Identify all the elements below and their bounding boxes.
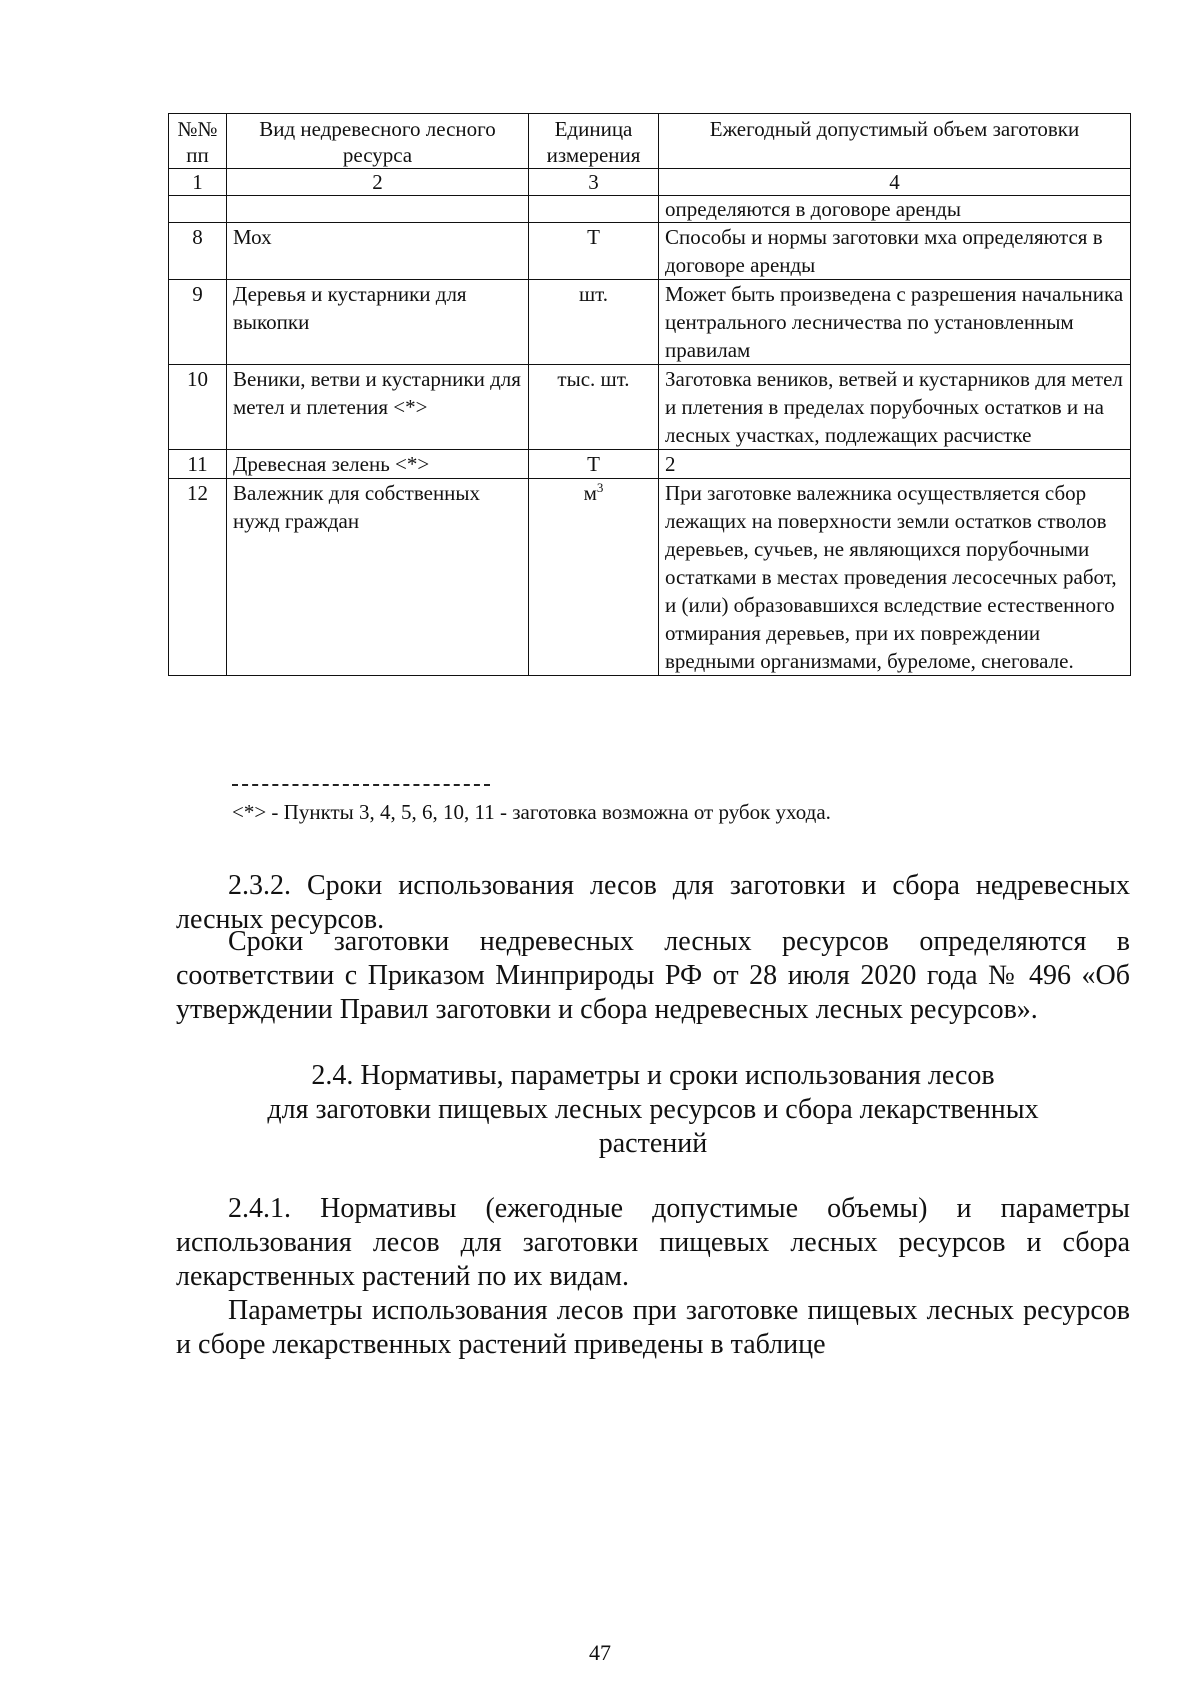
heading-line: 2.4. Нормативы, параметры и сроки использования лесов (311, 1060, 995, 1091)
unit-text: м (583, 481, 597, 505)
row-volume: 2 (659, 450, 1131, 479)
row-resource: Мох (227, 223, 529, 280)
index-cell: 1 (169, 169, 227, 196)
row-unit (529, 479, 659, 676)
page-number: 47 (589, 1640, 611, 1665)
heading-line: для заготовки пищевых лесных ресурсов и сбора лекарственных (267, 1094, 1039, 1125)
row-unit: Т (529, 223, 659, 280)
row-no: 10 (169, 365, 227, 450)
table-row (169, 479, 1131, 676)
row-resource: Валежник для собственных нужд граждан (227, 479, 529, 676)
row-no: 9 (169, 280, 227, 365)
unit-superscript: 3 (596, 480, 604, 495)
table-row (169, 223, 1131, 280)
table-row (169, 365, 1131, 450)
row-unit: шт. (529, 280, 659, 365)
row-resource: Древесная зелень <*> (227, 450, 529, 479)
row-resource: Деревья и кустарники для выкопки (227, 280, 529, 365)
index-cell: 3 (529, 169, 659, 196)
section-2-3-2-title: 2.3.2. Сроки использования лесов для заготовки и сбора недревесных лесных ресурсов. (176, 870, 1130, 935)
table-row (169, 450, 1131, 479)
footnote: <*> - Пункты 3, 4, 5, 6, 10, 11 - заготовка возможна от рубок ухода. (232, 800, 831, 824)
row-volume: определяются в договоре аренды (659, 196, 1131, 223)
table-header-row (169, 114, 1131, 169)
row-no: 8 (169, 223, 227, 280)
row-resource (227, 196, 529, 223)
header-unit: Единица измерения (529, 114, 659, 169)
table-row (169, 196, 1131, 223)
header-no: №№ пп (169, 114, 227, 169)
resources-table-wrap (168, 113, 1130, 676)
resources-table (168, 113, 1131, 676)
row-unit (529, 196, 659, 223)
row-volume: Способы и нормы заготовки мха определяются в договоре аренды (659, 223, 1131, 280)
table-row (169, 280, 1131, 365)
row-no: 12 (169, 479, 227, 676)
section-2-4-1-title: 2.4.1. Нормативы (ежегодные допустимые объемы) и параметры использования лесов для заготовки пищевых лесных ресурсов и сбора лекарственных растений по их видам. (176, 1193, 1130, 1292)
index-cell: 4 (659, 169, 1131, 196)
row-volume: При заготовке валежника осуществляется сбор лежащих на поверхности земли остатков стволов деревьев, сучьев, не являющихся порубочными остатками в местах проведения лесосечных работ, и (или) образовавшихся вследствие естественного отмирания деревьев, при их повреждении вредными организмами, буреломе, снеговале. (659, 479, 1131, 676)
row-volume: Заготовка веников, ветвей и кустарников для метел и плетения в пределах порубочных остатков и на лесных участках, подлежащих расчистке (659, 365, 1131, 450)
footnote-divider (232, 784, 490, 786)
row-no: 11 (169, 450, 227, 479)
heading-line: растений (598, 1128, 708, 1159)
section-2-4-1-body: Параметры использования лесов при заготовке пищевых лесных ресурсов и сборе лекарственных растений приведены в таблице (176, 1295, 1130, 1360)
header-volume: Ежегодный допустимый объем заготовки (659, 114, 1131, 169)
table-index-row (169, 169, 1131, 196)
section-2-3-2-body: Сроки заготовки недревесных лесных ресурсов определяются в соответствии с Приказом Минприроды РФ от 28 июля 2020 года № 496 «Об утверждении Правил заготовки и сбора недревесных лесных ресурсов». (176, 926, 1130, 1025)
row-no (169, 196, 227, 223)
row-resource: Веники, ветви и кустарники для метел и плетения <*> (227, 365, 529, 450)
row-unit: Т (529, 450, 659, 479)
index-cell: 2 (227, 169, 529, 196)
row-unit: тыс. шт. (529, 365, 659, 450)
row-volume: Может быть произведена с разрешения начальника центрального лесничества по установленным правилам (659, 280, 1131, 365)
section-2-4-heading (176, 1059, 1130, 1161)
header-resource: Вид недревесного лесного ресурса (227, 114, 529, 169)
